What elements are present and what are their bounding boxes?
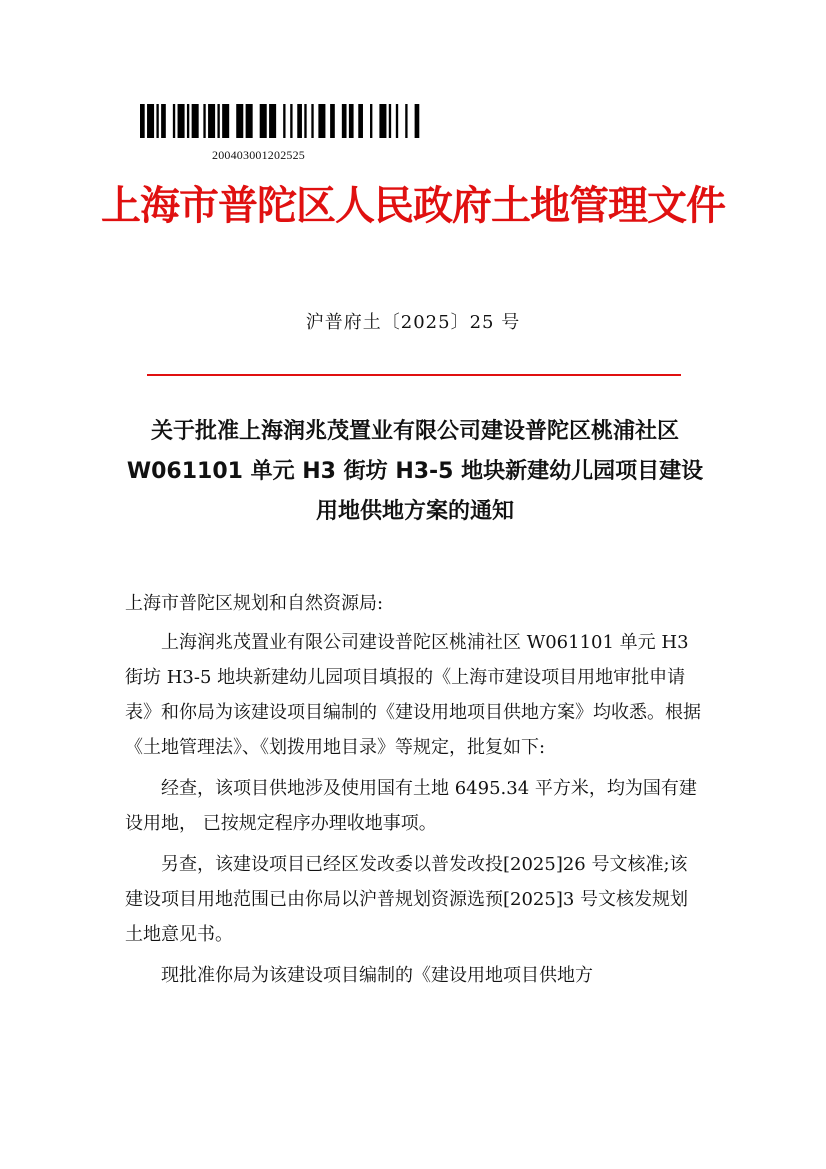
body-paragraph-3: 另查，该建设项目已经区发改委以普发改投[2025]26 号文核准;该建设项目用地范围已由你局以沪普规划资源选预[2025]3 号文核发规划土地意见书。 <box>125 854 689 945</box>
barcode-bar <box>283 104 285 138</box>
barcode-bar <box>217 104 219 138</box>
barcode-number: 200403001202525 <box>212 148 305 162</box>
document-body <box>125 586 703 999</box>
barcode-bar <box>311 104 313 138</box>
body-paragraph-2: 经查，该项目供地涉及使用国有土地 6495.34 平方米，均为国有建设用地， 已按规定程序办理收地事项。 <box>125 778 697 834</box>
barcode-bar <box>389 104 391 138</box>
document-number: 沪普府土〔2025〕25 号 <box>305 312 521 333</box>
barcode-bar <box>246 104 253 138</box>
barcode-bar <box>208 104 215 138</box>
barcode-bar <box>236 104 243 138</box>
barcode-bar <box>290 104 292 138</box>
body-paragraph-4: 现批准你局为该建设项目编制的《建设用地项目供地方 <box>161 965 593 986</box>
barcode-bar <box>379 104 386 138</box>
barcode-bar <box>222 104 229 138</box>
barcode-bar <box>405 104 407 138</box>
barcode-bar <box>156 104 158 138</box>
barcode <box>140 104 424 138</box>
document-header-title: 上海市普陀区人民政府土地管理文件 <box>101 182 725 229</box>
barcode-bar <box>178 104 185 138</box>
barcode-bar <box>358 104 363 138</box>
barcode-bar <box>140 104 145 138</box>
barcode-bar <box>161 104 166 138</box>
barcode-bar <box>370 104 372 138</box>
barcode-bar <box>342 104 347 138</box>
barcode-bar <box>415 104 420 138</box>
barcode-bar <box>330 104 335 138</box>
barcode-bar <box>173 104 175 138</box>
barcode-bar <box>260 104 267 138</box>
barcode-bar <box>187 104 189 138</box>
barcode-bar <box>192 104 199 138</box>
barcode-bar <box>396 104 398 138</box>
barcode-bar <box>269 104 276 138</box>
barcode-bar <box>147 104 154 138</box>
barcode-bar <box>297 104 302 138</box>
barcode-bar <box>349 104 354 138</box>
body-paragraph-1: 上海润兆茂置业有限公司建设普陀区桃浦社区 W061101 单元 H3 街坊 H3-5 地块新建幼儿园项目填报的《上海市建设项目用地审批申请表》和你局为该建设项目编制的《建设用地项目供地方案》均收悉。根据《土地管理法》、《划拨用地目录》等规定，批复如下: <box>125 632 701 758</box>
barcode-bars <box>140 104 424 138</box>
barcode-bar <box>318 104 325 138</box>
red-divider-line <box>147 374 681 376</box>
recipient-line: 上海市普陀区规划和自然资源局: <box>125 593 384 614</box>
notice-title: 关于批准上海润兆茂置业有限公司建设普陀区桃浦社区 W061101 单元 H3 街坊 H3-5 地块新建幼儿园项目建设用地供地方案的通知 <box>126 419 704 524</box>
barcode-bar <box>304 104 306 138</box>
barcode-bar <box>203 104 205 138</box>
